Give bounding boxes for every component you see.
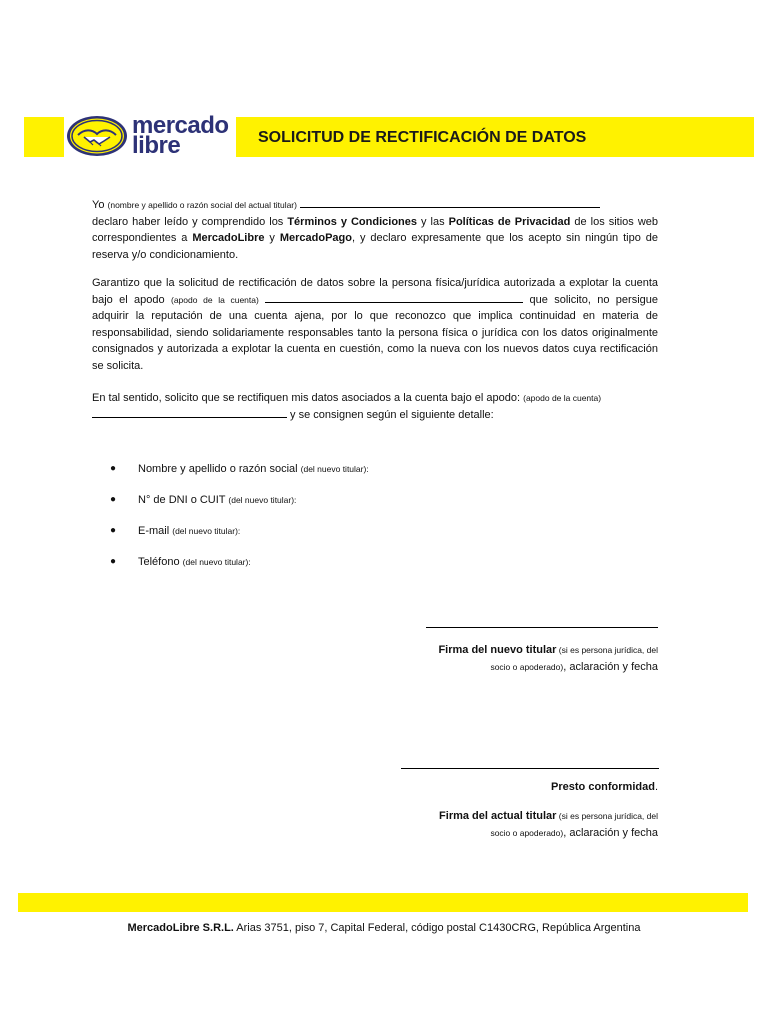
- request-paragraph: En tal sentido, solicito que se rectifiquen mis datos asociados a la cuenta bajo el apodo: (apodo de la cuenta) y se consignen según el siguiente detalle:: [92, 392, 602, 421]
- list-item-telefono: ● Teléfono (del nuevo titular):: [110, 556, 251, 568]
- account-alias-hint-2: (apodo de la cuenta): [523, 393, 602, 403]
- new-holder-details-list: [110, 462, 369, 586]
- terminos-link: Términos y Condiciones: [287, 215, 417, 228]
- current-holder-name-hint: (nombre y apellido o razón social del actual titular): [107, 200, 297, 210]
- bullet-icon: ●: [110, 556, 117, 567]
- bullet-icon: ●: [110, 463, 117, 474]
- footer-band: [18, 893, 748, 912]
- politicas-link: Políticas de Privacidad: [448, 215, 571, 228]
- new-holder-signature-caption: Firma del nuevo titular (si es persona jurídica, del socio o apoderado), aclaración y fecha: [438, 644, 658, 673]
- guarantee-paragraph: Garantizo que la solicitud de rectificación de datos sobre la persona física/jurídica autorizada a explotar la cuenta bajo el apodo (apodo de la cuenta) que solicito, no persigue adquirir la reputación de una cuenta ajena, por lo que reconozco que implica continuidad en materia de responsabilidad, siendo solidariamente responsables tanto la persona física o jurídica con los datos originalmente consignados y autorizada a explotar la cuenta en cuestión, como la nueva con los nuevos datos cuya rectificación se solicita.: [92, 277, 659, 372]
- logo-text-libre: libre: [132, 132, 181, 159]
- list-item-new-holder-name: ● Nombre y apellido o razón social (del nuevo titular):: [110, 463, 369, 475]
- footer-address: MercadoLibre S.R.L. Arias 3751, piso 7, Capital Federal, código postal C1430CRG, República Argentina: [127, 922, 641, 934]
- logo-text-mercado: mercado: [132, 112, 229, 139]
- list-item-dni-cuit: ● N° de DNI o CUIT (del nuevo titular):: [110, 494, 297, 506]
- account-alias-field[interactable]: [265, 292, 523, 303]
- new-holder-signature-line[interactable]: [426, 627, 658, 628]
- presto-conformidad: Presto conformidad.: [551, 781, 658, 793]
- document-title: SOLICITUD DE RECTIFICACIÓN DE DATOS: [258, 129, 587, 146]
- bullet-icon: ●: [110, 525, 117, 536]
- declaration-paragraph: Yo (nombre y apellido o razón social del actual titular) declaro haber leído y comprendido los Términos y Condiciones y las Políticas de Privacidad de los sitios web correspondientes a MercadoLibre y MercadoPago, y declaro expresamente que los acepto sin ningún tipo de reserva y/o condicionamiento.: [92, 199, 658, 261]
- footer-company: MercadoLibre S.R.L.: [127, 922, 234, 934]
- current-holder-signature-line[interactable]: [401, 768, 659, 769]
- account-alias-field-2[interactable]: [92, 407, 287, 418]
- yo-label: Yo: [92, 199, 108, 211]
- current-holder-signature-caption: Firma del actual titular (si es persona jurídica, del socio o apoderado), aclaración y fecha: [439, 810, 658, 839]
- current-holder-name-field[interactable]: [300, 197, 600, 208]
- bullet-icon: ●: [110, 494, 117, 505]
- handshake-logo-icon: [66, 115, 128, 157]
- list-item-email: ● E-mail (del nuevo titular):: [110, 525, 241, 537]
- account-alias-hint: (apodo de la cuenta): [170, 294, 259, 305]
